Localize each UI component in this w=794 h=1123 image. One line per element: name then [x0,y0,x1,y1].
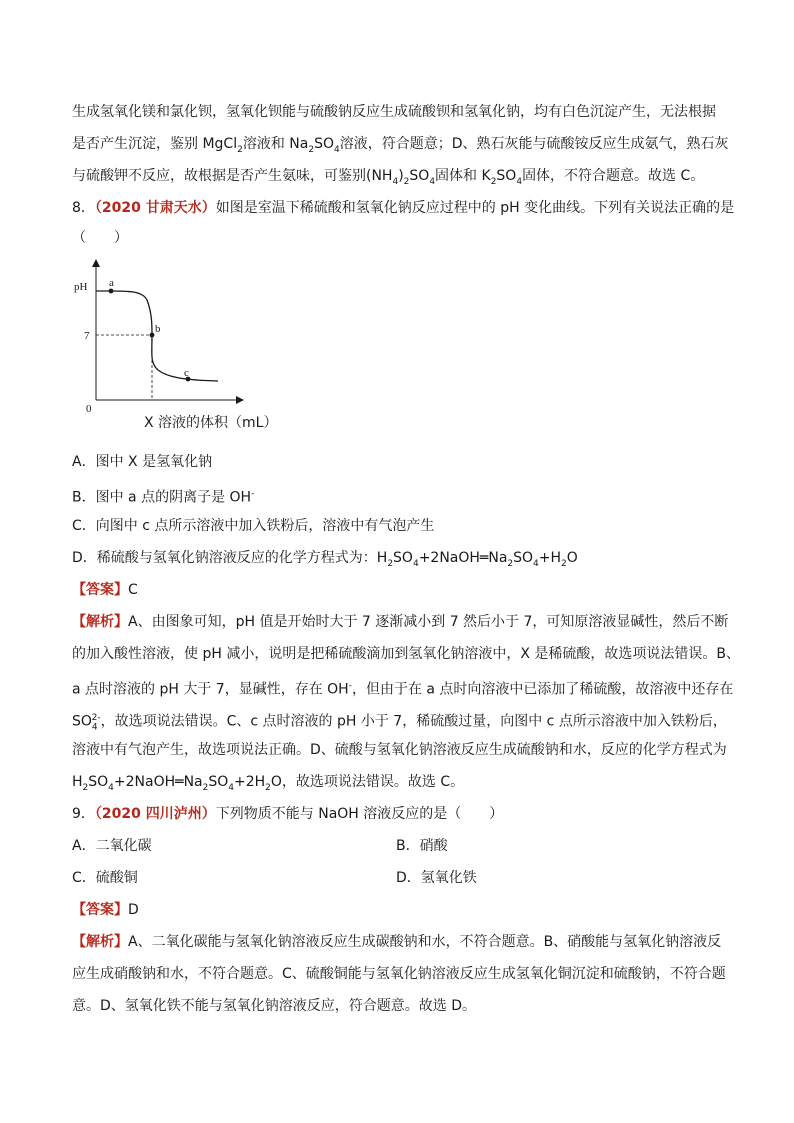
q8-exp-3: a 点时溶液的 pH 大于 7，显碱性，存在 OH-，但由于在 a 点时向溶液中已添加了稀硫酸，故溶液中还存在 [72,681,734,698]
q8-source-tag: （2020 甘肃天水） [94,200,216,216]
intro-line-1: 生成氢氧化镁和氯化钡，氢氧化钡能与硫酸钠反应生成硫酸钡和氢氧化钠，均有白色沉淀产生，无法根据 [72,104,716,120]
q8-option-d: D．稀硫酸与氢氧化钠溶液反应的化学方程式为：$H_2SO_4+2NaOH═Na_2SO_4+H_2O$ [72,550,578,569]
q8-exp-4: $SO_4^{2-}$，故选项说法错误。C、c 点时溶液的 pH 小于 7，稀硫酸过量，向图中 c 点所示溶液中加入铁粉后， [72,713,727,733]
x-axis-label: X 溶液的体积（mL） [144,415,278,431]
q8-option-c: C．向图中 c 点所示溶液中加入铁粉后，溶液中有气泡产生 [72,518,435,534]
origin-label: 0 [86,403,92,415]
q8-option-a: A．图中 X 是氢氧化钠 [72,454,213,470]
point-b-label: b [155,323,161,335]
q9-option-a: A．二氧化碳 [72,838,152,854]
ph-curve-graph [72,255,332,435]
q9-source-tag: （2020 四川泸州） [94,806,216,822]
q9-options-row-2 [72,868,477,888]
y-axis-label: pH [74,281,88,293]
q9-exp-3: 意。D、氢氧化铁不能与氢氧化钠溶液反应，符合题意。故选 D。 [72,998,477,1014]
point-b [150,333,155,338]
q9-exp-1: 【解析】A、二氧化碳能与氢氧化钠溶液反应生成碳酸钠和水，不符合题意。B、硝酸能与氢氧化钠溶液反 [72,934,722,950]
intro-line-3: 与硫酸钾不反应，故根据是否产生氨味，可鉴别$(NH_4)_2SO_4$固体和 $K_2SO_4$固体，不符合题意。故选 C。 [72,168,705,187]
q8-exp-2: 的加入酸性溶液，使 pH 减小，说明是把稀硫酸滴加到氢氧化钠溶液中，X 是稀硫酸，故选项说法错误。B、 [72,646,740,662]
y-tick-7: 7 [84,330,90,342]
q9-option-d: D．氢氧化铁 [396,870,477,886]
q8-exp-6: $H_2SO_4+2NaOH═Na_2SO_4+2H_2O$，故选项说法错误。故选 C。 [72,774,465,793]
q8-option-b: B．图中 a 点的阴离子是 OH- [72,489,255,506]
q9-exp-2: 应生成硝酸钠和水，不符合题意。C、硫酸铜能与氢氧化钠溶液反应生成氢氧化铜沉淀和硫酸钠，不符合题 [72,966,726,982]
q8-answer: 【答案】C [72,582,138,598]
point-a-label: a [109,277,114,289]
point-c-label: c [184,367,189,379]
q9-stem: 9．（2020 四川泸州）下列物质不能与 NaOH 溶液反应的是（ ） [72,806,504,822]
q9-option-c: C．硫酸铜 [72,870,138,886]
q9-answer: 【答案】D [72,902,139,918]
q9-options-row-1 [72,836,448,856]
q8-exp-1: 【解析】A、由图象可知，pH 值是开始时大于 7 逐渐减小到 7 然后小于 7，可知原溶液显碱性，然后不断 [72,614,729,630]
intro-line-2: 是否产生沉淀，鉴别 MgCl$_2$溶液和 $Na_2SO_4$溶液，符合题意；D、熟石灰能与硫酸铵反应生成氨气，熟石灰 [72,136,729,155]
q8-exp-5: 溶液中有气泡产生，故选项说法正确。D、硫酸与氢氧化钠溶液反应生成硫酸钠和水，反应的化学方程式为 [72,742,727,758]
q8-paren: （ ） [72,230,128,246]
ph-curve [96,291,218,381]
q8-stem: 8．（2020 甘肃天水）如图是室温下稀硫酸和氢氧化钠反应过程中的 pH 变化曲线。下列有关说法正确的是 [72,200,735,216]
q9-option-b: B．硝酸 [396,838,448,854]
point-a [109,289,114,294]
